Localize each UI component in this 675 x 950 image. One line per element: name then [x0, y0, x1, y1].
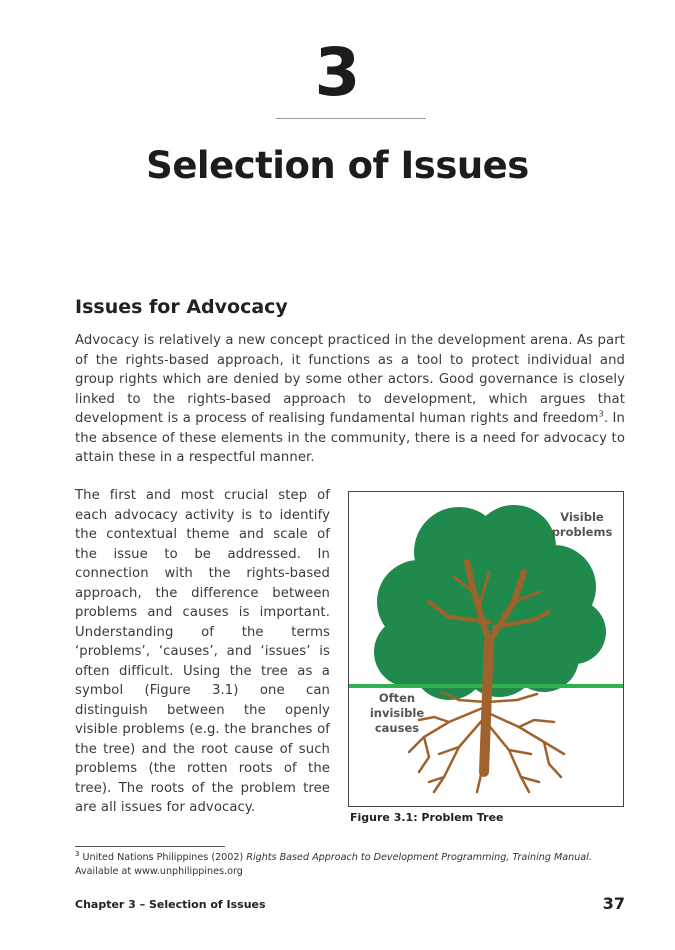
problem-tree-figure: [348, 491, 624, 807]
footer-chapter-label: Chapter 3 – Selection of Issues: [75, 898, 266, 911]
footnote-divider: [75, 846, 225, 847]
chapter-divider: [276, 118, 426, 119]
intro-paragraph: [75, 331, 625, 468]
footnote-text: United Nations Philippines (2002): [82, 852, 247, 863]
chapter-number: 3: [314, 34, 361, 111]
intro-text: Advocacy is relatively a new concept practiced in the development arena. As part of the rights-based approach, it functions as a tool to protect individual and group rights which are denied by some other actors. Good governance is closely linked to the rights-based approach to development, which argues that development is a process of realising fundamental human rights and freedom: [75, 333, 625, 426]
figure-caption: Figure 3.1: Problem Tree: [350, 811, 504, 824]
invisible-causes-label: Often invisible causes: [369, 691, 425, 735]
page-number: 37: [602, 894, 625, 913]
tree-explanation-paragraph: The first and most crucial step of each advocacy activity is to identify the contextual theme and scale of the issue to be addressed. In connection with the rights-based approach, the difference between problems and causes is important. Understanding of the terms ‘problems’, ‘causes’, and ‘issues’ is often difficult. Using the tree as a symbol (Figure 3.1) one can distinguish between the openly visible problems (e.g. the branches of the tree) and the root cause of such problems (the rotten roots of the tree). The roots of the problem tree are all issues for advocacy.: [75, 488, 330, 815]
intro-text-continued: . In the absence of these elements in the community, there is a need for advocacy to attain these in a respectful manner.: [75, 411, 625, 465]
footnote-availability: Available at www.unphilippines.org: [75, 865, 243, 877]
visible-problems-label: Visible problems: [551, 510, 613, 539]
footnote-reference: 3: [598, 409, 604, 419]
section-heading: Issues for Advocacy: [75, 296, 288, 318]
footnote-source-title: Rights Based Approach to Development Programming, Training Manual.: [246, 852, 592, 863]
footnote-marker: 3: [75, 849, 80, 858]
footnote: [75, 851, 627, 878]
chapter-title: Selection of Issues: [146, 144, 529, 187]
